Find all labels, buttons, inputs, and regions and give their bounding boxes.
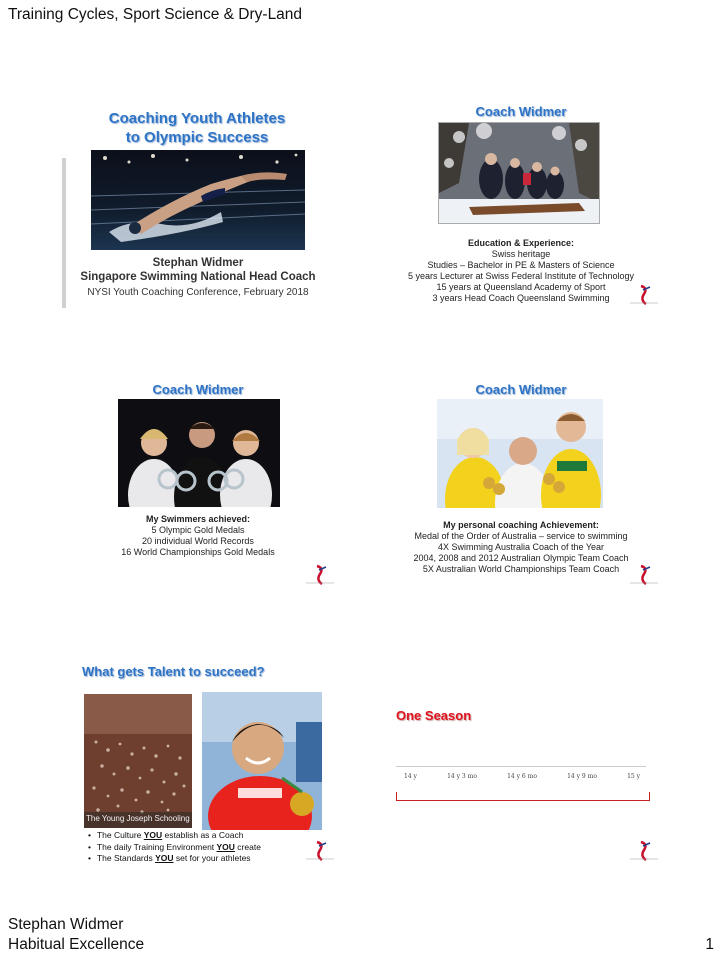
slide-2-heading: Education & Experience: — [467, 238, 575, 248]
slide-3-heading: My Swimmers achieved: — [145, 514, 251, 524]
footer-tagline: Habitual Excellence — [8, 936, 145, 953]
water-droplets-photo — [84, 694, 192, 828]
bullet-item: • The Culture YOU establish as a Coach — [88, 830, 318, 842]
swimmers-with-medals-photo — [118, 399, 280, 507]
slide-4-line-3: 2004, 2008 and 2012 Australian Olympic Team Coach — [413, 553, 629, 563]
slide-2 — [380, 100, 662, 310]
slide-4-line-2: 4X Swimming Australia Coach of the Year — [437, 542, 605, 552]
slide-5-bullets — [88, 830, 318, 865]
slide-2-line-5: 3 years Head Coach Queensland Swimming — [432, 293, 610, 303]
timeline-labels — [404, 773, 640, 780]
slide-1-side-bar — [62, 158, 66, 308]
timeline-label: 15 y — [627, 773, 640, 780]
slide-4-title: Coach Widmer — [475, 382, 567, 397]
slide-3-line-2: 20 individual World Records — [142, 536, 254, 546]
singapore-swimming-logo — [628, 840, 660, 862]
bullet-item: • The Standards YOU set for your athletes — [88, 853, 318, 865]
slide-1 — [62, 100, 342, 310]
singapore-swimming-logo — [628, 564, 660, 586]
slide-2-line-1: Swiss heritage — [491, 249, 551, 259]
timeline-top-rule — [396, 766, 646, 767]
slide-3 — [62, 380, 342, 590]
timeline-label: 14 y 3 mo — [447, 773, 477, 780]
slide-2-title: Coach Widmer — [475, 104, 567, 119]
slide-4 — [380, 380, 662, 590]
slide-4-line-1: Medal of the Order of Australia – service to swimming — [414, 531, 628, 541]
slide-1-title-line1: Coaching Youth Athletes — [108, 110, 286, 127]
slide-5-title: What gets Talent to succeed? — [82, 664, 265, 679]
bullet-item: • The daily Training Environment YOU create — [88, 842, 318, 854]
presenter-name: Stephan Widmer — [152, 257, 244, 269]
slide-1-title-line2: to Olympic Success — [125, 129, 269, 146]
slide-4-line-4: 5X Australian World Championships Team Coach — [422, 564, 620, 574]
event-name: NYSI Youth Coaching Conference, February 2018 — [87, 287, 309, 298]
document-header: Training Cycles, Sport Science & Dry-Land — [8, 6, 303, 23]
footer-author: Stephan Widmer — [8, 916, 124, 933]
singapore-swimming-logo — [628, 284, 660, 306]
family-sled-photo — [438, 122, 600, 224]
timeline-label: 14 y — [404, 773, 417, 780]
page-number: 1 — [705, 936, 714, 953]
coach-with-olympians-photo — [437, 399, 603, 508]
slide-5 — [62, 658, 342, 868]
presenter-role: Singapore Swimming National Head Coach — [80, 271, 316, 283]
slide-2-line-4: 15 years at Queensland Academy of Sport — [436, 282, 606, 292]
slide-3-line-1: 5 Olympic Gold Medals — [151, 525, 245, 535]
slide-2-line-2: Studies – Bachelor in PE & Masters of Science — [427, 260, 615, 270]
slide-6 — [380, 658, 662, 868]
photo-caption: The Young Joseph Schooling — [86, 814, 190, 823]
swimmer-dive-photo — [91, 150, 305, 250]
timeline-label: 14 y 9 mo — [567, 773, 597, 780]
season-bracket — [396, 792, 650, 801]
slide-2-line-3: 5 years Lecturer at Swiss Federal Institute of Technology — [408, 271, 634, 281]
slide-3-line-3: 16 World Championships Gold Medals — [121, 547, 275, 557]
slide-3-title: Coach Widmer — [152, 382, 244, 397]
timeline-label: 14 y 6 mo — [507, 773, 537, 780]
slide-4-heading: My personal coaching Achievement: — [443, 520, 599, 530]
singapore-swimming-logo — [304, 840, 336, 862]
joseph-schooling-photo — [202, 692, 322, 830]
singapore-swimming-logo — [304, 564, 336, 586]
slide-6-title: One Season — [396, 708, 472, 723]
